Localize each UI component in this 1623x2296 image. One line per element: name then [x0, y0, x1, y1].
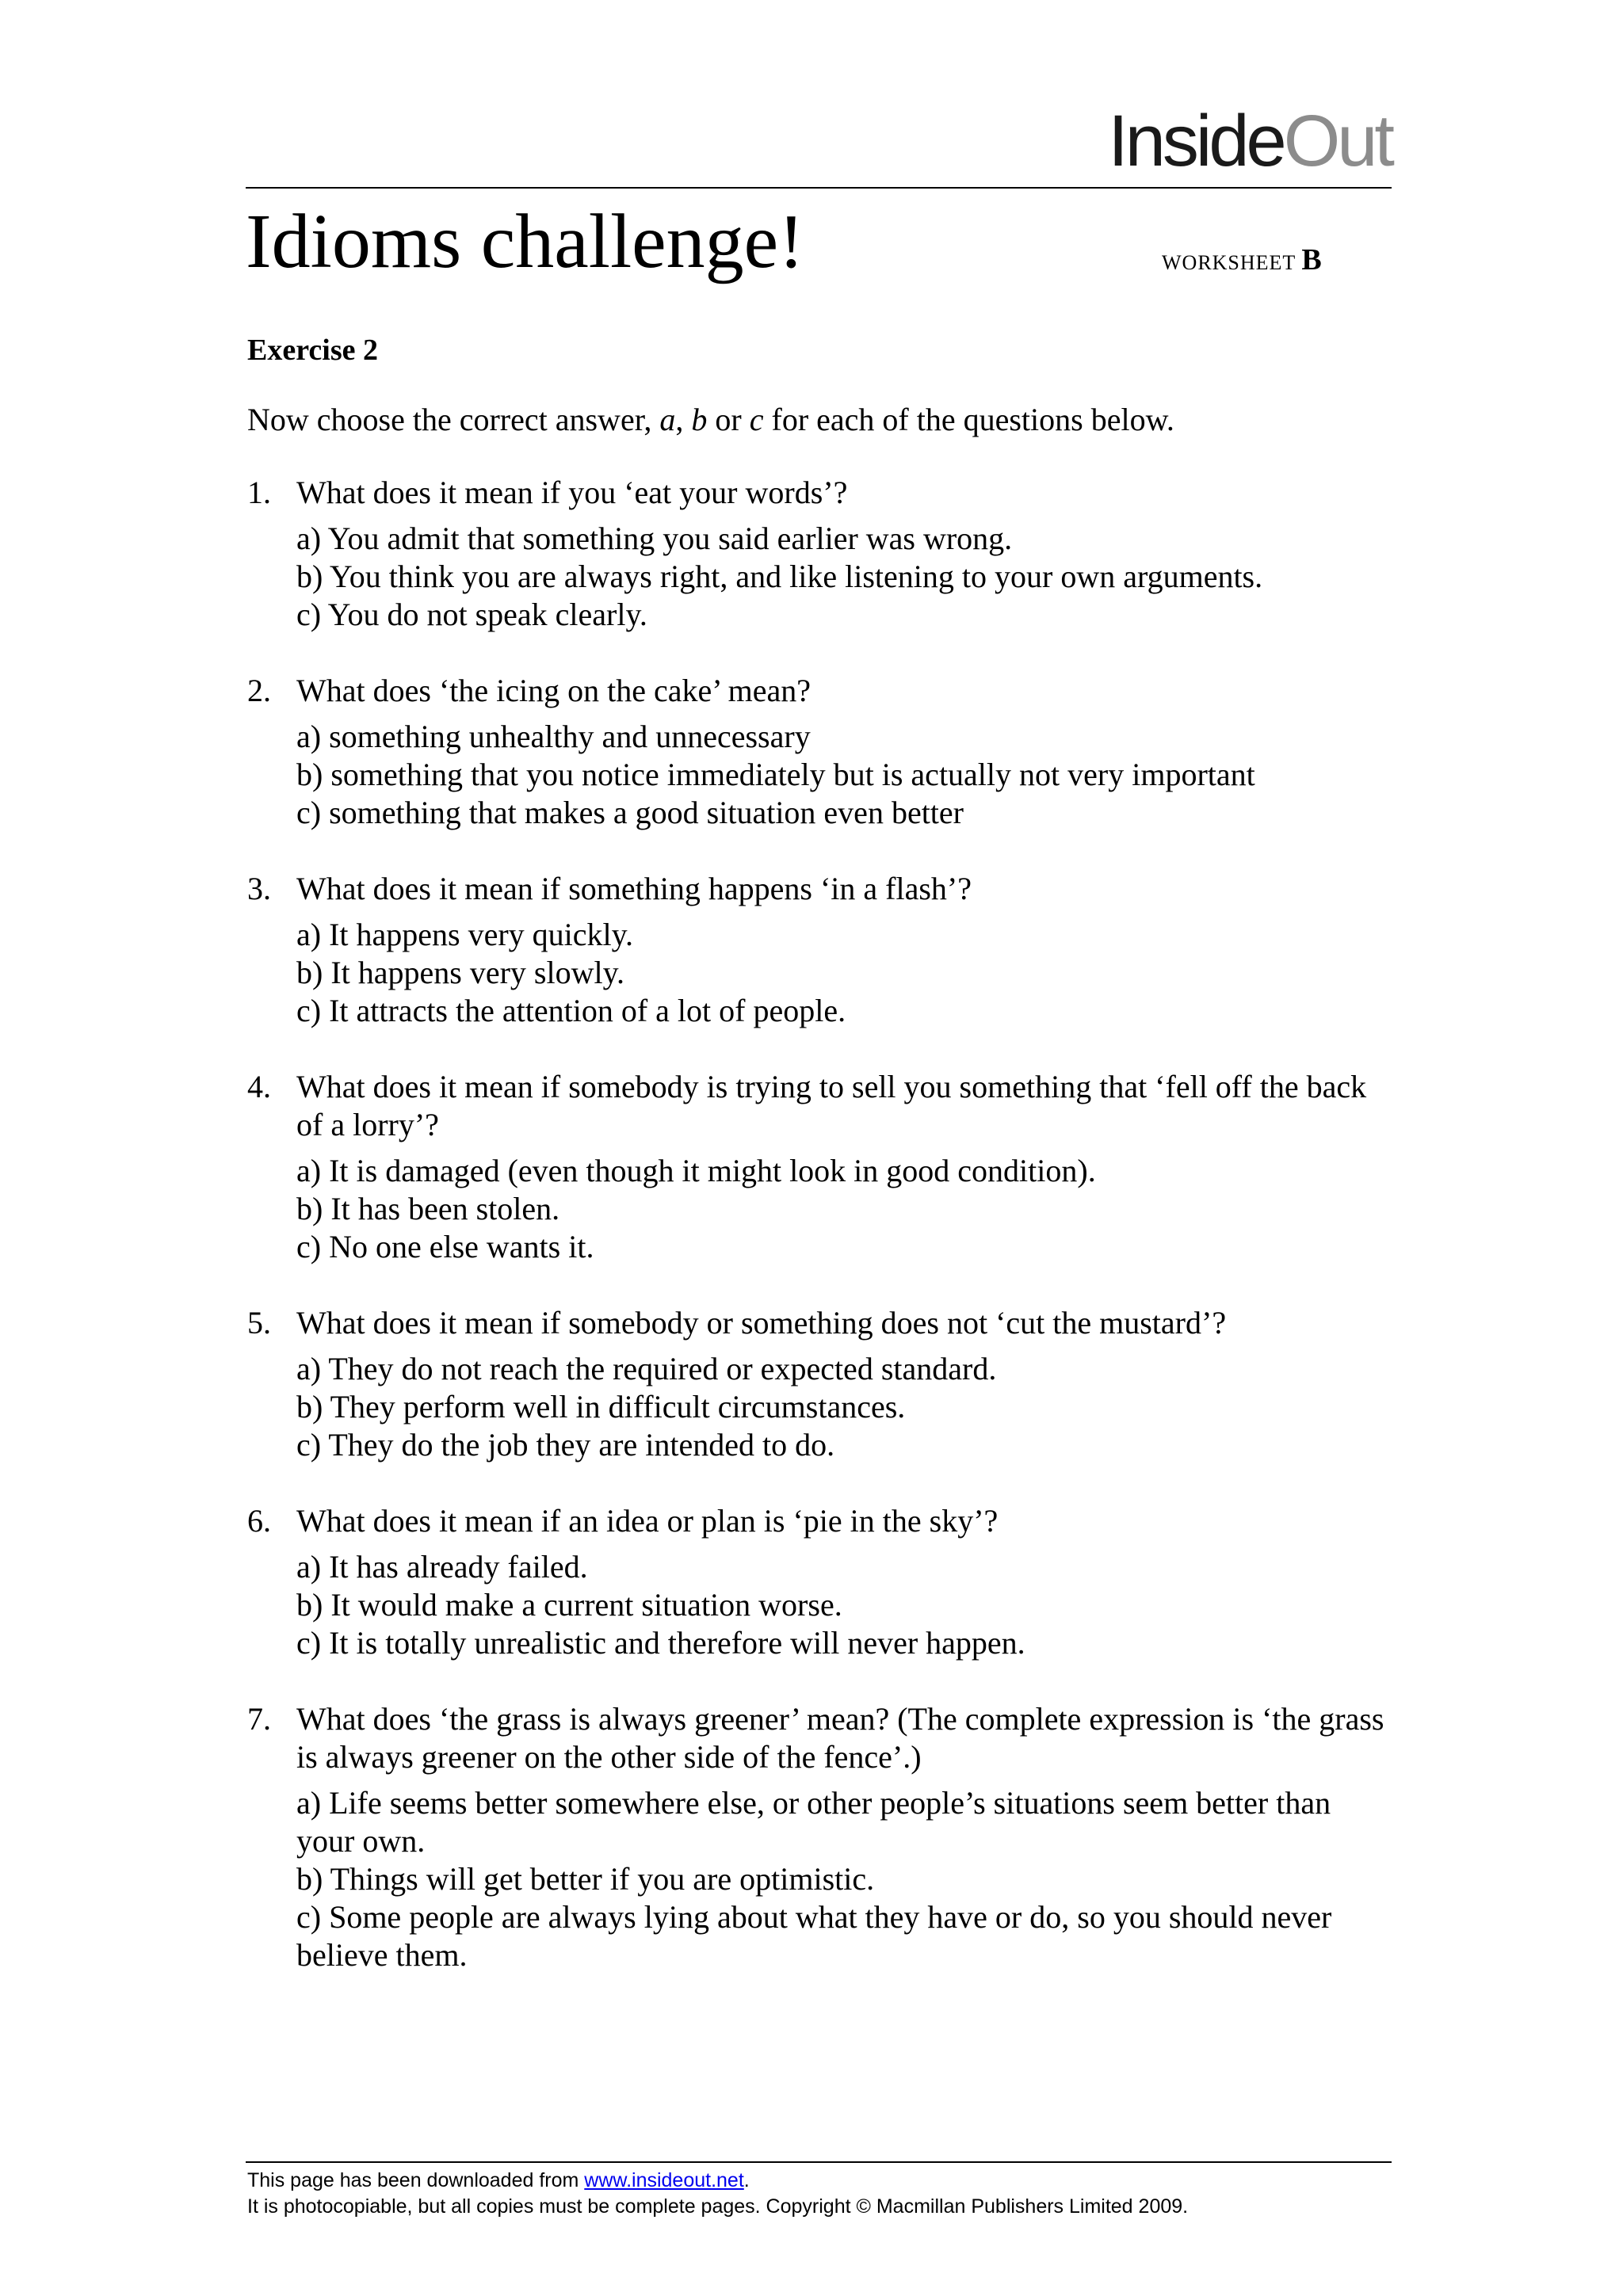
answer-option[interactable]: a) It happens very quickly.	[296, 917, 634, 952]
question-text: What does it mean if somebody or something does not ‘cut the mustard’?	[296, 1305, 1227, 1341]
question-text: What does ‘the grass is always greener’ mean? (The complete expression is ‘the grass is always greener on the other side of the fence’.)	[296, 1701, 1384, 1775]
answer-options	[296, 1350, 1388, 1464]
question-item	[247, 1068, 1388, 1266]
answer-option[interactable]: b) It has been stolen.	[296, 1191, 560, 1226]
instruction-tail: for each of the questions below.	[763, 402, 1174, 437]
answer-option[interactable]: a) You admit that something you said earlier was wrong.	[296, 521, 1013, 556]
instruction-option-c: c	[749, 402, 764, 437]
answer-option[interactable]: a) It is damaged (even though it might look in good condition).	[296, 1153, 1096, 1188]
answer-options	[296, 916, 1388, 1030]
question-number: 6.	[247, 1503, 271, 1539]
page-title: Idioms challenge!	[246, 199, 804, 284]
question-number: 7.	[247, 1701, 271, 1737]
question-text: What does it mean if you ‘eat your words’?	[296, 475, 848, 510]
answer-option[interactable]: b) You think you are always right, and like listening to your own arguments.	[296, 559, 1263, 594]
question-text: What does ‘the icing on the cake’ mean?	[296, 673, 811, 708]
answer-option[interactable]: b) It happens very slowly.	[296, 955, 624, 990]
question-list	[247, 474, 1388, 2012]
answer-option[interactable]: c) You do not speak clearly.	[296, 597, 647, 632]
brand-word-out: Out	[1283, 101, 1392, 181]
footer-prefix: This page has been downloaded from	[247, 2169, 585, 2191]
instruction-option-b: b	[691, 402, 708, 437]
answer-option[interactable]: a) It has already failed.	[296, 1549, 588, 1585]
question-text: What does it mean if something happens ‘in a flash’?	[296, 871, 972, 906]
worksheet-letter: B	[1301, 243, 1322, 277]
question-number: 4.	[247, 1069, 271, 1104]
question-item	[247, 870, 1388, 1030]
answer-option[interactable]: b) something that you notice immediately but is actually not very important	[296, 757, 1255, 792]
question-item	[247, 1502, 1388, 1662]
footer-line-2: It is photocopiable, but all copies must be complete pages. Copyright © Macmillan Publishers Limited 2009.	[247, 2195, 1189, 2218]
question-text: What does it mean if an idea or plan is ‘pie in the sky’?	[296, 1503, 999, 1539]
answer-option[interactable]: a) Life seems better somewhere else, or other people’s situations seem better than your own.	[296, 1785, 1331, 1859]
answer-option[interactable]: c) something that makes a good situation even better	[296, 795, 964, 830]
question-item	[247, 474, 1388, 634]
header-divider	[246, 187, 1392, 189]
worksheet-label	[1162, 242, 1322, 277]
question-number: 2.	[247, 673, 271, 708]
instruction-option-a: a	[659, 402, 676, 437]
answer-options	[296, 718, 1388, 832]
question-item	[247, 672, 1388, 832]
footer-divider	[246, 2161, 1392, 2163]
question-number: 1.	[247, 475, 271, 510]
footer-suffix: .	[743, 2169, 750, 2191]
answer-option[interactable]: b) They perform well in difficult circumstances.	[296, 1389, 906, 1425]
question-item	[247, 1304, 1388, 1464]
answer-options	[296, 1548, 1388, 1662]
instruction-sep2: or	[707, 402, 750, 437]
answer-options	[296, 1152, 1388, 1266]
worksheet-label-text: WORKSHEET	[1162, 251, 1296, 274]
answer-options	[296, 1784, 1388, 1974]
exercise-heading: Exercise 2	[247, 334, 378, 367]
brand-logo	[1108, 101, 1392, 181]
answer-option[interactable]: c) It attracts the attention of a lot of people.	[296, 993, 846, 1028]
answer-option[interactable]: c) No one else wants it.	[296, 1229, 594, 1264]
answer-option[interactable]: a) They do not reach the required or expected standard.	[296, 1351, 997, 1386]
answer-option[interactable]: a) something unhealthy and unnecessary	[296, 719, 811, 754]
question-item	[247, 1700, 1388, 1974]
answer-option[interactable]: c) Some people are always lying about what they have or do, so you should never believe them.	[296, 1899, 1332, 1973]
instruction-text	[247, 401, 1174, 438]
brand-word-inside: Inside	[1108, 101, 1284, 181]
answer-option[interactable]: b) It would make a current situation worse.	[296, 1587, 842, 1623]
instruction-lead: Now choose the correct answer,	[247, 402, 660, 437]
question-number: 5.	[247, 1305, 271, 1341]
answer-option[interactable]: c) It is totally unrealistic and therefore will never happen.	[296, 1625, 1025, 1661]
answer-option[interactable]: b) Things will get better if you are optimistic.	[296, 1861, 875, 1897]
footer-line-1	[247, 2168, 1188, 2194]
instruction-sep1: ,	[675, 402, 692, 437]
footer-link[interactable]: www.insideout.net	[584, 2169, 744, 2191]
question-number: 3.	[247, 871, 271, 906]
page-footer	[247, 2168, 1188, 2220]
answer-options	[296, 520, 1388, 634]
question-text: What does it mean if somebody is trying to sell you something that ‘fell off the back of a lorry’?	[296, 1069, 1367, 1142]
answer-option[interactable]: c) They do the job they are intended to do.	[296, 1427, 835, 1463]
